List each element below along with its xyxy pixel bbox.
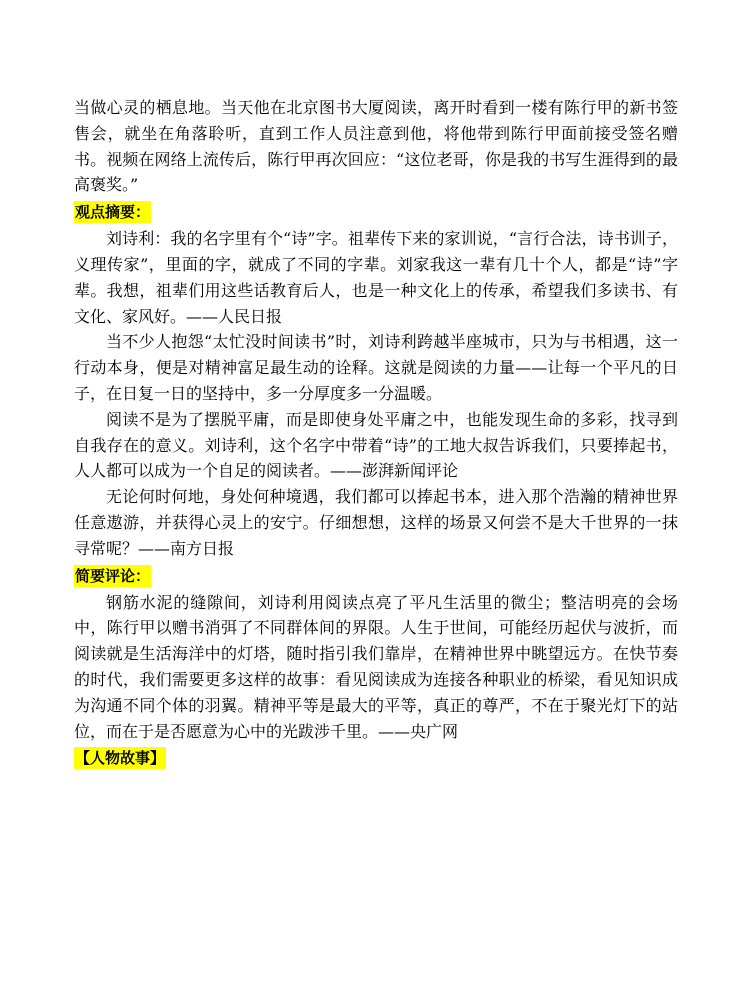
viewpoint-paragraph-3: 阅读不是为了摆脱平庸，而是即使身处平庸之中，也能发现生命的多彩，找寻到自我存在的意义。刘诗利，这个名字中带着“诗”的工地大叔告诉我们，只要捧起书，人人都可以成为一个自足的阅读者。——澎湃新闻评论	[74, 409, 678, 481]
story-heading: 【人物故事】	[75, 749, 166, 768]
comment-heading: 简要评论：	[75, 566, 151, 585]
viewpoint-paragraph-1: 刘诗利：我的名字里有个“诗”字。祖辈传下来的家训说，“言行合法，诗书训子，义理传家”，里面的字，就成了不同的字辈。刘家我这一辈有几十个人，都是“诗”字辈。我想，祖辈们用这些话教育后人，也是一种文化上的传承，希望我们多读书、有文化、家风好。——人民日报	[74, 229, 678, 326]
comment-paragraph-1: 钢筋水泥的缝隙间，刘诗利用阅读点亮了平凡生活里的微尘；整洁明亮的会场中，陈行甲以赠书消弭了不同群体间的界限。人生于世间，可能经历起伏与波折，而阅读就是生活海洋中的灯塔，随时指引我们靠岸，在精神世界中眺望远方。在快节奏的时代，我们需要更多这样的故事：看见阅读成为连接各种职业的桥梁，看见知识成为沟通不同个体的羽翼。精神平等是最大的平等，真正的尊严，不在于聚光灯下的站位，而在于是否愿意为心中的光跋涉千里。——央广网	[74, 592, 678, 741]
comment-heading-wrap	[74, 563, 678, 589]
viewpoint-paragraph-4: 无论何时何地，身处何种境遇，我们都可以捧起书本，进入那个浩瀚的精神世界任意遨游，并获得心灵上的安宁。仔细想想，这样的场景又何尝不是大千世界的一抹寻常呢？——南方日报	[74, 487, 678, 558]
intro-paragraph: 当做心灵的栖息地。当天他在北京图书大厦阅读，离开时看到一楼有陈行甲的新书签售会，就坐在角落聆听，直到工作人员注意到他，将他带到陈行甲面前接受签名赠书。视频在网络上流传后，陈行甲再次回应：“这位老哥，你是我的书写生涯得到的最高褒奖。”	[74, 98, 678, 195]
document-page	[74, 95, 678, 772]
viewpoint-paragraph-2: 当不少人抱怨“太忙没时间读书”时，刘诗利跨越半座城市，只为与书相遇，这一行动本身，便是对精神富足最生动的诠释。这就是阅读的力量——让每一个平凡的日子，在日复一日的坚持中，多一分厚度多一分温暖。	[74, 332, 678, 403]
viewpoints-heading-wrap	[74, 199, 678, 225]
viewpoints-heading: 观点摘要：	[75, 203, 151, 222]
story-heading-wrap	[74, 745, 678, 771]
